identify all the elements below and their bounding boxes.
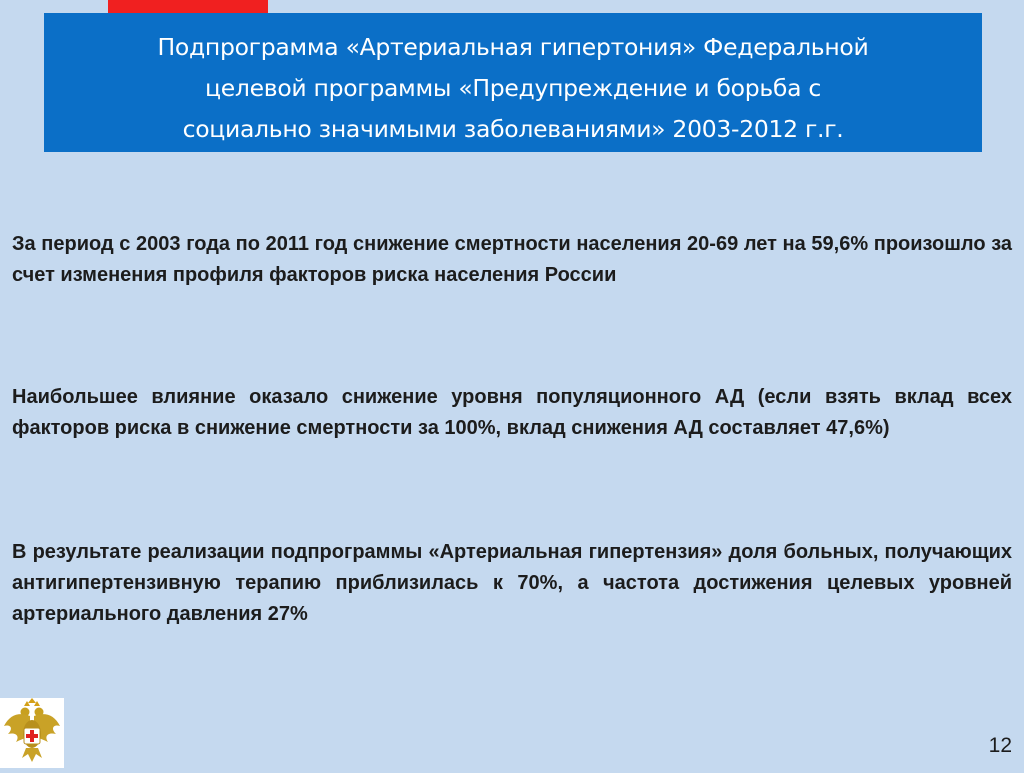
slide-title bbox=[44, 13, 982, 152]
body-paragraph-program-results: В результате реализации подпрограммы «Артериальная гипертензия» доля больных, получающих антигипертензивную терапию приблизилась к 70%, а частота достижения целевых уровней артериального давления 27% bbox=[12, 541, 1012, 625]
top-accent-bar bbox=[108, 0, 268, 13]
double-headed-eagle-icon bbox=[0, 698, 64, 768]
title-line: социально значимыми заболеваниями» 2003-2012 г.г. bbox=[182, 115, 844, 143]
title-line: Подпрограмма «Артериальная гипертония» Федеральной bbox=[157, 33, 869, 61]
title-line: целевой программы «Предупреждение и борьба с bbox=[205, 74, 821, 102]
body-paragraph-blood-pressure-contribution: Наибольшее влияние оказало снижение уровня популяционного АД (если взять вклад всех факторов риска в снижение смертности за 100%, вклад снижения АД составляет 47,6%) bbox=[12, 386, 1012, 439]
ministry-of-health-emblem-icon bbox=[0, 698, 64, 768]
page-number: 12 bbox=[988, 734, 1012, 757]
body-paragraph-mortality: За период с 2003 года по 2011 год снижение смертности населения 20-69 лет на 59,6% произошло за счет изменения профиля факторов риска населения России bbox=[12, 233, 1012, 286]
